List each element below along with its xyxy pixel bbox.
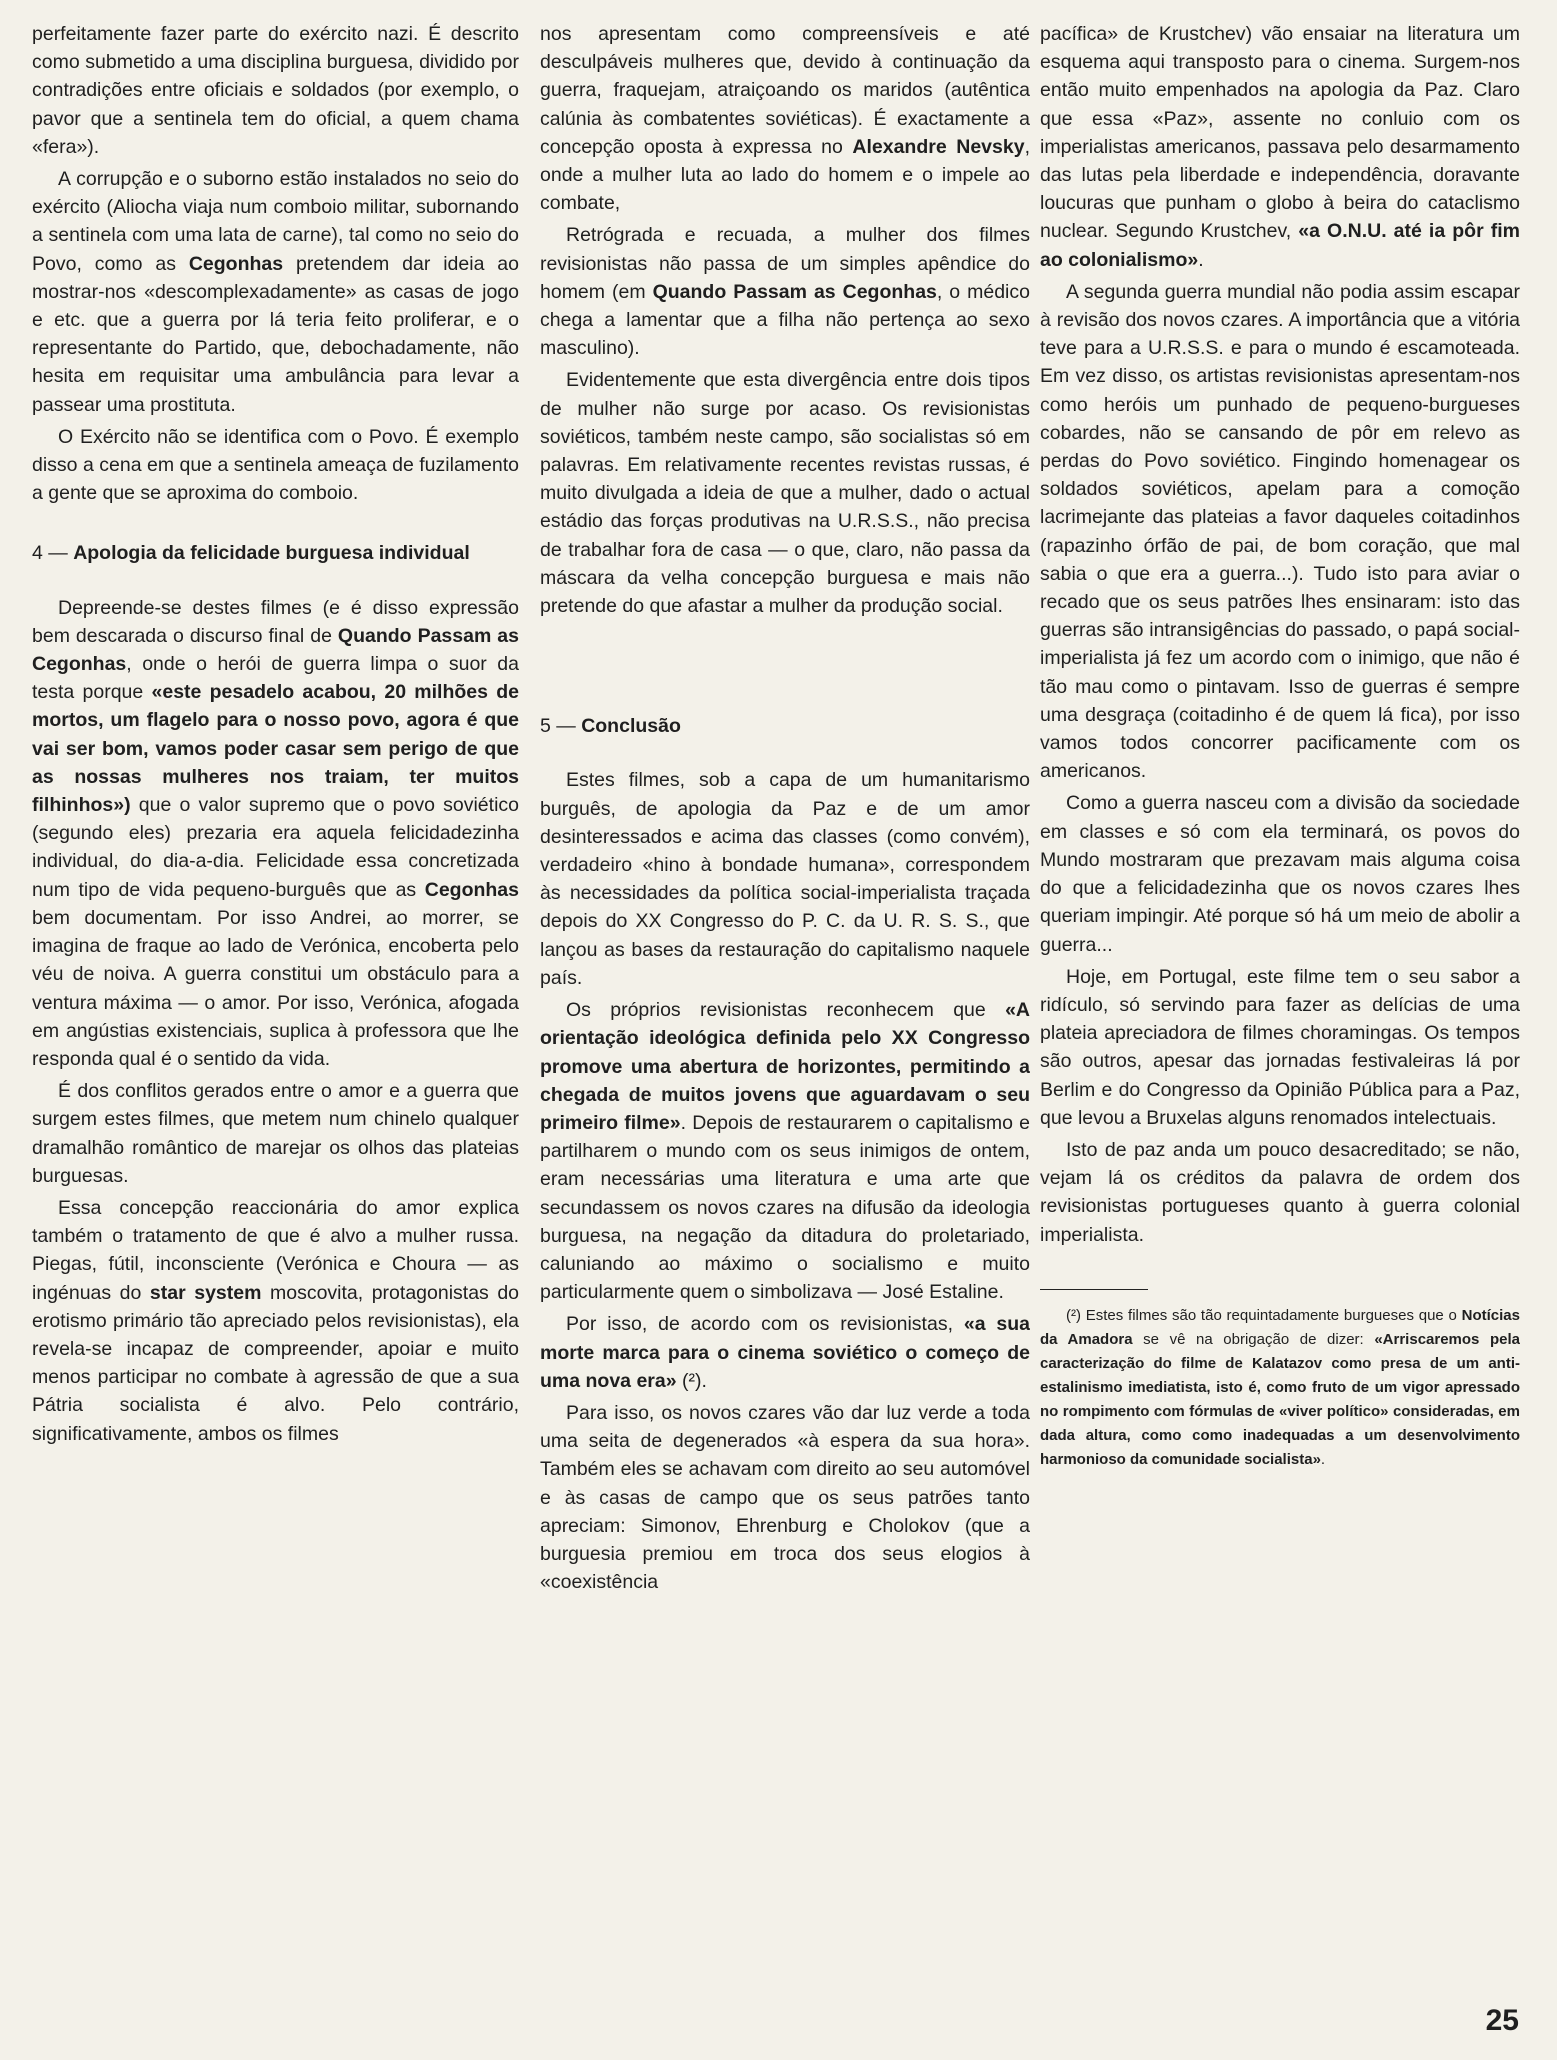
text-column-3 [1040, 20, 1520, 1995]
text: moscovita, protagonistas do erotismo primário tão apreciado pelos revisionistas), ela revela-se incapaz de compreender, apoiar e muito menos participar no combate à agressão de que a sua Pátria socialista é alvo. Pelo contrário, significativamente, ambos os filmes [32, 1281, 519, 1445]
film-title: Cegonhas [188, 252, 284, 275]
paragraph [32, 423, 519, 508]
section-title: Conclusão [581, 715, 681, 738]
quotation: «Arriscaremos pela caracterização do filme de Kalatazov como presa de um anti-estalinismo imediatista, isto é, como fruto de um vigor apressado no rompimento com fórmulas de «viver político» consideradas, em dada altura, como como inadequadas a um desenvolvimento harmonioso da comunidade socialista» [1040, 1330, 1520, 1468]
text: . Depois de restaurarem o capitalismo e partilharem o mundo com os seus inimigos de ontem, eram necessárias uma literatura e uma arte que secundassem os novos czares na difusão da ideologia burguesa, na negação da ditadura do proletariado, caluniando ao máximo o socialismo e muito particularmente quem o simbolizava — José Estaline. [540, 1111, 1030, 1304]
paragraph [540, 1310, 1030, 1395]
text: que o valor supremo que o povo soviético (segundo eles) prezaria era aquela felicidadezinha individual, do dia-a-dia. Felicidade essa concretizada num tipo de vida pequeno-burguês que as [32, 794, 519, 901]
paragraph [1040, 278, 1520, 786]
page-number: 25 [1485, 2004, 1519, 2037]
text: Depreende-se destes filmes (e é disso expressão bem descarada o discurso final de [32, 596, 519, 647]
footnote [1040, 1304, 1520, 1472]
paragraph [540, 221, 1030, 362]
text: , onde o herói de guerra limpa o suor da testa porque [32, 653, 519, 704]
paragraph [540, 20, 1030, 217]
text: Retrógrada e recuada, a mulher dos filmes revisionistas não passa de um simples apêndice do homem (em [540, 224, 1030, 303]
footnote-ref: (²). [676, 1369, 707, 1392]
film-title: Quando Passam as Cegonhas [32, 624, 519, 676]
paragraph [540, 766, 1030, 992]
text: Como a guerra nasceu com a divisão da sociedade em classes e só com ela terminará, os povos do Mundo mostraram que prezavam mais alguma coisa do que a felicidadezinha que os novos czares lhes queriam impingir. Até porque só há um meio de abolir a guerra... [1040, 792, 1520, 956]
text: Essa concepção reaccionária do amor explica também o tratamento de que é alvo a mulher russa. Piegas, fútil, inconsciente (Verónica e Choura — as ingénuas do [32, 1196, 519, 1304]
text: se vê na obrigação de dizer: [1132, 1330, 1375, 1348]
paragraph [32, 594, 519, 1073]
paragraph [540, 1399, 1030, 1596]
film-title: Alexandre Nevsky [852, 135, 1025, 158]
text: É dos conflitos gerados entre o amor e a guerra que surgem estes filmes, que metem num chinelo qualquer dramalhão romântico de marejar os olhos das plateias burguesas. [32, 1080, 519, 1187]
footnote-divider [1040, 1289, 1148, 1290]
text: A segunda guerra mundial não podia assim escapar à revisão dos novos czares. A importância que a vitória teve para a U.R.S.S. e para o mundo é escamoteada. Em vez disso, os artistas revisionistas apresentam-nos como heróis um punhado de pequeno-burgueses cobardes, não se cansando de pôr em relevo as perdas do Povo soviético. Fingindo homenagear os soldados soviéticos, apelam para a comoção lacrimejante das plateias a favor daqueles coitadinhos (rapazinho órfão de pai, de bom coração, que mal sabia o que era a guerra...). Tudo isto para aviar o recado que os seus patrões lhes ensinaram: isto das guerras são intransigências do passado, o papá social-imperialista já fez um acordo com o inimigo, que não é tão mau como o pintavam. Isso de guerras é sempre uma desgraça (coitadinho é de quem lá fica), por isso vamos todos concorrer pacificamente com os americanos. [1040, 280, 1520, 783]
paragraph [1040, 1136, 1520, 1249]
quotation: «a sua morte marca para o cinema soviético o começo de uma nova era» [540, 1313, 1030, 1392]
quotation: «A orientação ideológica definida pelo XX Congresso promove uma abertura de horizontes, permitindo a chegada de muitos jovens que aguardavam o seu primeiro filme» [540, 999, 1030, 1134]
text: O Exército não se identifica com o Povo. É exemplo disso a cena em que a sentinela ameaça de fuzilamento a gente que se aproxima do comboio. [32, 425, 519, 505]
text: bem documentam. Por isso Andrei, ao morrer, se imagina de fraque ao lado de Verónica, encoberta pelo véu de noiva. A guerra constitui um obstáculo para a ventura máxima — o amor. Por isso, Verónica, afogada em angústias existenciais, suplica à professora que lhe responda qual é o sentido da vida. [32, 906, 519, 1070]
section-heading-5 [540, 712, 1030, 740]
text: perfeitamente fazer parte do exército nazi. É descrito como submetido a uma disciplina burguesa, dividido por contradições entre oficiais e soldados (por exemplo, o pavor que a sentinela tem do oficial, a quem chama «fera»). [32, 23, 519, 158]
film-title: Quando Passam as Cegonhas [652, 280, 937, 303]
text: , onde a mulher luta ao lado do homem e o impele ao combate, [540, 135, 1030, 215]
text: nos apresentam como compreensíveis e até desculpáveis mulheres que, devido à continuação da guerra, fraquejam, atraiçoando os maridos (autêntica calúnia às combatentes soviéticas). É exactamente a concepção oposta à expressa no [540, 23, 1030, 158]
paragraph [32, 165, 519, 419]
paragraph [32, 1194, 519, 1448]
text: . [1320, 1450, 1326, 1468]
text: Estes filmes, sob a capa de um humanitarismo burguês, de apologia da Paz e de um amor desinteressados e acima das classes (como convém), verdadeiro «hino à bondade humana», correspondem às necessidades da política social-imperialista traçada depois do XX Congresso do P. C. da U. R. S. S., que lançou as bases da restauração do capitalismo naquele país. [540, 769, 1030, 989]
text: pretendem dar ideia ao mostrar-nos «descomplexadamente» as casas de jogo e etc. que a guerra por lá teria feito proliferar, e o representante do Partido, que, debochadamente, não hesita em requisitar uma ambulância para levar a passear uma prostituta. [32, 252, 519, 416]
newspaper-title: Notícias da Amadora [1040, 1306, 1520, 1348]
section-number: 5 — [540, 715, 582, 738]
paragraph [540, 366, 1030, 620]
text: A corrupção e o suborno estão instalados no seio do exército (Aliocha viaja num comboio militar, subornando a sentinela com uma lata de carne), tal como no seio do Povo, como as [32, 168, 519, 275]
paragraph [540, 996, 1030, 1306]
text: . [1198, 248, 1204, 271]
paragraph [32, 1077, 519, 1190]
paragraph [32, 20, 519, 161]
text: (²) Estes filmes são tão requintadamente burgueses que o [1066, 1306, 1462, 1324]
document-page [32, 20, 1520, 2020]
quotation: «este pesadelo acabou, 20 milhões de mortos, um flagelo para o nosso povo, agora é que vai ser bom, vamos poder casar sem perigo de que as nossas mulheres nos traiam, ter muitos filhinhos») [32, 681, 519, 817]
text: Evidentemente que esta divergência entre dois tipos de mulher não surge por acaso. Os revisionistas soviéticos, também neste campo, são socialistas só em palavras. Em relativamente recentes revistas russas, é muito divulgada a ideia de que a mulher, dado o actual estádio das forças produtivas na U.R.S.S., não precisa de trabalhar fora de casa — o que, claro, não passa da máscara da velha concepção burguesa e mais não pretende do que afastar a mulher da produção social. [540, 369, 1030, 618]
text: Isto de paz anda um pouco desacreditado; se não, vejam lá os créditos da palavra de ordem dos revisionistas portugueses quanto à guerra colonial imperialista. [1040, 1138, 1520, 1246]
section-heading-4 [32, 539, 519, 567]
text: Os próprios revisionistas reconhecem que [566, 999, 1006, 1022]
text-column-2 [540, 20, 1030, 1995]
text: Para isso, os novos czares vão dar luz verde a toda uma seita de degenerados «à espera da sua hora». Também eles se achavam com direito ao seu automóvel e às casas de campo que os seus patrões tanto apreciam: Simonov, Ehrenburg e Cholokov (que a burguesia premiou em troca dos seus elogios à «coexistência [540, 1401, 1030, 1594]
quotation: «a O.N.U. até ia pôr fim ao colonialismo» [1040, 220, 1520, 271]
text-column-1 [32, 20, 519, 1995]
section-title: Apologia da felicidade burguesa individual [73, 542, 470, 565]
paragraph [1040, 789, 1520, 958]
paragraph [1040, 963, 1520, 1132]
emphasis: star system [149, 1281, 262, 1304]
text: Por isso, de acordo com os revisionistas, [566, 1313, 964, 1336]
text: , o médico chega a lamentar que a filha não pertença ao sexo masculino). [540, 280, 1030, 360]
paragraph [1040, 20, 1520, 274]
section-number: 4 — [32, 542, 74, 565]
film-title: Cegonhas [424, 878, 519, 901]
text: Hoje, em Portugal, este filme tem o seu sabor a ridículo, só servindo para fazer as delícias de uma plateia apreciadora de filmes choramingas. Os tempos são outros, apesar das jornadas festivaleiras lá por Berlim e do Congresso da Opinião Pública para a Paz, que levou a Bruxelas alguns renomados intelectuais. [1040, 965, 1520, 1129]
text: pacífica» de Krustchev) vão ensaiar na literatura um esquema aqui transposto para o cinema. Surgem-nos então muito empenhados na apologia da Paz. Claro que essa «Paz», assente no conluio com os imperialistas americanos, passava pelo desarmamento das lutas pela liberdade e independência, doravante loucuras que punham o globo à beira do cataclismo nuclear. Segundo Krustchev, [1040, 23, 1520, 243]
